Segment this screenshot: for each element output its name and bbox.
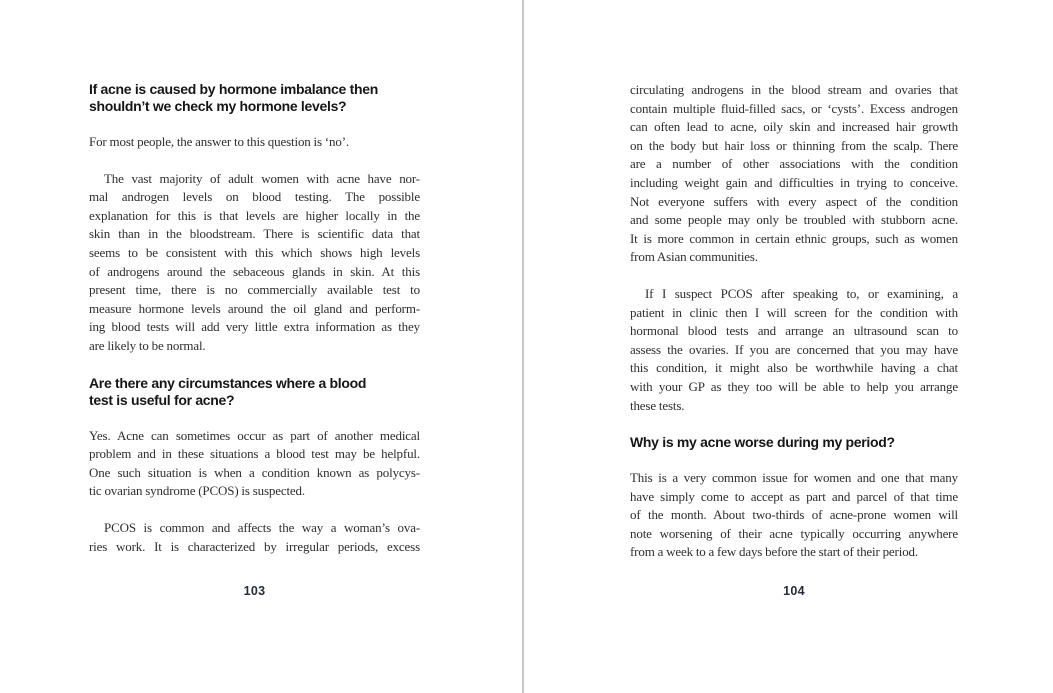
text-line: on the body but hair loss or thinning from the scalp. There — [630, 137, 958, 153]
text-line: with your GP as they too will be able to help you arrange — [630, 378, 958, 394]
heading-line: shouldn’t we check my hormone levels? — [89, 98, 347, 114]
text-line: this condition, it might also be worthwhile having a chat — [630, 360, 958, 376]
section-heading — [89, 375, 420, 409]
right-page-number: 104 — [783, 584, 805, 598]
text-line: contain multiple fluid-filled sacs, or ‘cysts’. Excess androgen — [630, 100, 958, 116]
text-line: and some people may only be troubled with stubborn acne. — [630, 212, 958, 228]
text-line: mal androgen levels on blood testing. The possible — [89, 189, 420, 205]
text-line: This is a very common issue for women and one that many — [630, 470, 958, 486]
text-line: ing blood tests will add very little extra information as they — [89, 319, 420, 335]
text-line: PCOS is common and affects the way a woman’s ova- — [104, 519, 420, 535]
heading-line: If acne is caused by hormone imbalance then — [89, 81, 378, 97]
text-line: are likely to be normal. — [89, 337, 206, 353]
paragraph — [630, 81, 958, 267]
left-page-number: 103 — [243, 584, 266, 598]
text-line: from Asian communities. — [630, 249, 758, 265]
paragraph — [89, 170, 420, 356]
text-line: note worsening of their acne typically occurring anywhere — [630, 525, 958, 541]
heading-line: test is useful for acne? — [89, 391, 235, 408]
text-line: can often lead to acne, oily skin and increased hair growth — [630, 119, 958, 135]
text-line: One such situation is when a condition known as polycys- — [89, 464, 420, 480]
text-line: If I suspect PCOS after speaking to, or examining, a — [645, 285, 958, 301]
paragraph — [89, 427, 420, 501]
text-line: ries work. It is characterized by irregular periods, excess — [89, 538, 420, 554]
text-line: of the month. About two-thirds of acne-prone women will — [630, 507, 958, 523]
heading-line: Are there any circumstances where a blood — [89, 374, 367, 391]
heading-line: Why is my acne worse during my period? — [630, 434, 895, 451]
text-line: present time, there is no commercially available test to — [89, 282, 420, 298]
text-line: The vast majority of adult women with acne have nor- — [104, 170, 420, 186]
paragraph — [630, 285, 958, 415]
text-line: tic ovarian syndrome (PCOS) is suspected. — [89, 483, 305, 499]
section-heading — [630, 434, 958, 451]
section-heading — [89, 81, 420, 115]
text-line: Yes. Acne can sometimes occur as part of another medical — [89, 427, 420, 443]
text-line: have simply come to accept as part and parcel of that time — [630, 488, 958, 504]
text-line: patient in clinic then I will screen for the condition with — [630, 304, 958, 320]
text-line: measure hormone levels around the oil gland and perform- — [89, 300, 420, 316]
text-line: It is more common in certain ethnic groups, such as women — [630, 230, 958, 246]
text-line: hormonal blood tests and arrange an ultrasound scan to — [630, 323, 958, 339]
text-line: including weight gain and difficulties in trying to conceive. — [630, 174, 958, 190]
text-line: assess the ovaries. If you are concerned that you may have — [630, 341, 958, 357]
text-line: from a week to a few days before the start of their period. — [630, 544, 918, 560]
page-gutter-divider — [522, 0, 524, 693]
left-page-body — [89, 81, 420, 556]
right-page-body — [630, 81, 958, 562]
text-line: problem and in these situations a blood test may be helpful. — [89, 446, 420, 462]
text-line: For most people, the answer to this question is ‘no’. — [89, 134, 349, 149]
paragraph — [630, 469, 958, 562]
text-line: Not everyone suffers with every aspect of the condition — [630, 193, 958, 209]
text-line: seems to be consistent with this which shows high levels — [89, 244, 420, 260]
text-line: these tests. — [630, 397, 685, 413]
text-line: of androgens around the sebaceous glands in skin. At this — [89, 263, 420, 279]
text-line: are a number of other associations with the condition — [630, 156, 958, 172]
text-line: explanation for this is that levels are higher locally in the — [89, 207, 420, 223]
text-line: skin than in the bloodstream. There is scientific data that — [89, 226, 420, 242]
paragraph — [89, 519, 420, 556]
paragraph — [89, 133, 420, 152]
text-line: circulating androgens in the blood stream and ovaries that — [630, 82, 958, 97]
